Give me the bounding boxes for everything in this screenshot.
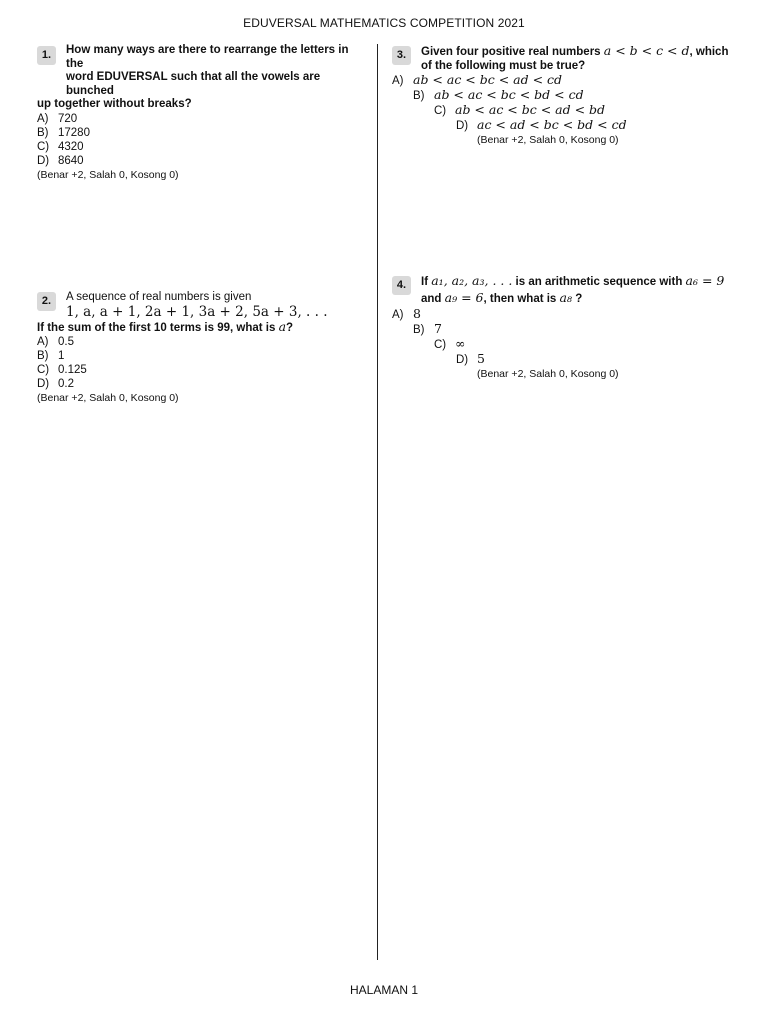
question-text-line [37,320,362,336]
question-number-badge: 3. [392,46,411,65]
question-text-line: How many ways are there to rearrange the letters in the [66,44,349,70]
option-letter: D) [456,120,469,133]
option-b[interactable] [37,349,362,363]
option-letter: D) [37,378,50,391]
option-letter: D) [37,154,50,167]
option-value: 8640 [58,154,84,167]
option-letter: A) [392,75,404,88]
option-letter: B) [413,90,425,103]
option-value: ab < ac < bc < ad < cd [413,72,563,88]
option-b[interactable] [37,126,362,140]
option-b[interactable] [392,322,732,337]
option-value: ab < ac < bc < bd < cd [434,87,584,103]
target-expression: a₈ [559,290,572,305]
option-list [392,307,732,381]
question-suffix: ? [286,321,294,334]
score-rule: (Benar +2, Salah 0, Kosong 0) [37,168,179,181]
condition-expression: a₉ = 6 [444,290,484,305]
option-value: 0.5 [58,336,74,349]
option-b[interactable] [392,88,732,103]
option-value: 0.125 [58,364,87,377]
question-prefix: Given four positive real numbers [421,46,604,58]
option-value: 7 [434,321,442,336]
score-rule: (Benar +2, Salah 0, Kosong 0) [477,368,619,380]
question-text-line: up together without breaks? [37,98,192,111]
option-letter: B) [37,350,49,363]
option-letter: C) [37,140,50,153]
option-list [37,112,362,168]
option-list [37,335,362,391]
option-c[interactable] [37,140,362,154]
option-value: 4320 [58,140,84,153]
option-c[interactable] [392,337,732,352]
option-letter: B) [37,126,49,139]
option-letter: C) [434,105,447,118]
option-value: ∞ [455,336,466,351]
question-intro: A sequence of real numbers is given [66,291,252,303]
option-value: 720 [58,112,78,125]
option-a[interactable] [392,307,732,322]
question-number-badge: 4. [392,276,411,295]
option-c[interactable] [37,363,362,377]
question-3 [392,44,732,147]
option-letter: B) [413,324,425,336]
question-text-line [392,290,732,307]
question-4 [392,273,732,381]
option-letter: C) [434,339,447,351]
question-text-line [392,273,732,290]
option-a[interactable] [37,335,362,349]
option-c[interactable] [392,103,732,118]
question-text-line [392,44,732,60]
sequence-expression: 1, a, a + 1, 2a + 1, 3a + 2, 5a + 3, . . . [66,303,328,320]
option-value: 17280 [58,126,90,139]
question-prefix: If [421,276,432,288]
question-suffix: , which [689,46,729,58]
option-a[interactable] [392,73,732,88]
option-value: ab < ac < bc < ad < bd [455,102,606,118]
inequality-expression: a < b < c < d [603,43,690,58]
condition-expression: a₆ = 9 [685,273,725,288]
option-value: 5 [477,351,485,366]
question-1 [37,44,362,182]
question-suffix: ? [572,293,583,305]
option-value: 0.2 [58,378,74,391]
option-d[interactable] [392,352,732,367]
option-list [392,73,732,147]
question-middle: is an arithmetic sequence with [512,276,686,288]
score-rule: (Benar +2, Salah 0, Kosong 0) [477,134,619,147]
question-2 [37,291,362,405]
page-number-footer: HALAMAN 1 [349,983,419,997]
option-value: 8 [413,306,421,321]
question-prefix: If the sum of the first 10 terms is 99, what is [37,321,279,334]
sequence-expression: a₁, a₂, a₃, . . . [431,273,513,288]
option-value: 1 [58,350,65,363]
column-divider [377,44,378,960]
question-variable: a [278,318,287,334]
option-letter: A) [37,336,49,349]
option-d[interactable] [392,118,732,133]
option-d[interactable] [37,377,362,391]
question-text-line: word EDUVERSAL such that all the vowels are bunched [66,71,321,97]
option-a[interactable] [37,112,362,126]
option-letter: D) [456,354,469,366]
question-prefix: and [421,293,445,305]
question-number-badge: 1. [37,46,56,65]
option-letter: A) [392,309,404,321]
question-text-line: of the following must be true? [421,59,586,72]
option-letter: C) [37,364,50,377]
option-letter: A) [37,112,49,125]
score-rule: (Benar +2, Salah 0, Kosong 0) [37,392,179,405]
option-value: ac < ad < bc < bd < cd [477,117,627,133]
page-header-title: EDUVERSAL MATHEMATICS COMPETITION 2021 [243,16,525,30]
question-middle: , then what is [483,293,560,305]
option-d[interactable] [37,154,362,168]
question-number-badge: 2. [37,292,56,311]
